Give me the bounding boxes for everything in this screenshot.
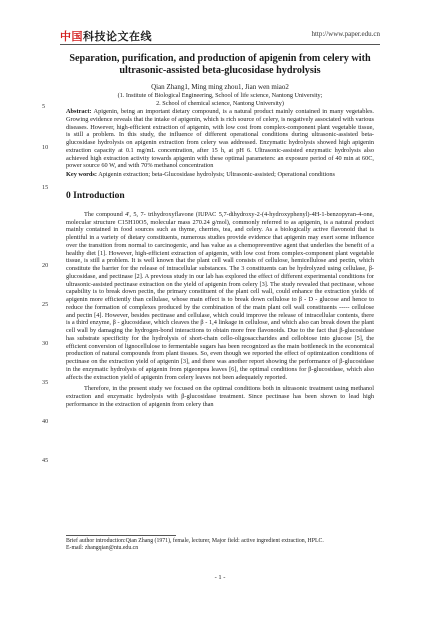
line-number: 25 — [42, 301, 49, 308]
line-number: 40 — [42, 418, 49, 425]
line-number: 5 — [42, 103, 46, 110]
keywords — [66, 171, 374, 179]
paper-title: Separation, purification, and production of apigenin from celery with ultrasonic-assisted beta-glucosidase hydrolysis — [69, 53, 371, 76]
logo-black-text: 科技论文在线 — [83, 30, 152, 43]
article-body — [66, 53, 374, 409]
abstract-text: Apigenin, being an important dietary compound, is a natural product mainly contained in many vegetables. Growing evidence reveals that the intake of apigenin, which is rich source of celery, is negatively associated with various diseases. However, high-efficient extraction of apigenin, with low cost from complex-component plant vegetable tissue, is still a problem. In this study, the influence of different operational conditions during ultrasonic-assisted beta-glucosidase hydrolysis on apigenin extraction from celery was addressed. Enzymatic hydrolysis showed high apigenin extraction capacity at 0.1 mg/mL concentration, after 15 h, at pH 6. Ultrasonic-assisted enzymatic hydrolysis also achieved high extraction activity towards apigenin with these optimal parameters: an exposure period of 40 min at 60C, power source 60 W, and with 70% methanol concentration — [66, 108, 374, 170]
author-bio: Brief author introduction:Qian Zhang (1971), female, lecturer, Major field: active ingredient extraction, HPLC. — [66, 538, 324, 544]
site-logo — [60, 28, 152, 44]
abstract — [66, 108, 374, 170]
section-heading: 0 Introduction — [66, 190, 125, 201]
header-rule — [60, 44, 380, 45]
author-email: E-mail: zhangqian@ntu.edu.cn — [66, 545, 139, 552]
logo-red-text: 中国 — [60, 30, 83, 43]
page-number: - 1 - — [214, 574, 226, 581]
line-number: 20 — [42, 262, 49, 269]
affiliation-line: (1. Institute of Biological Engineering, School of life science, Nantong University; — [117, 92, 323, 99]
author-line: Qian Zhang1, Ming ming zhou1, Jian wen miao2 — [151, 83, 289, 91]
line-number: 10 — [42, 144, 49, 151]
footnote-rule — [66, 535, 176, 536]
line-number: 30 — [42, 340, 49, 347]
affiliation-line: 2. School of chemical science, Nantong University) — [156, 99, 284, 107]
line-number: 45 — [42, 457, 49, 464]
footnote — [66, 538, 374, 552]
line-number: 35 — [42, 379, 49, 386]
page-header — [60, 28, 380, 42]
intro-paragraph-1: The compound 4', 5, 7- trihydroxyflavone (IUPAC 5,7-dihydroxy-2-(4-hydroxyphenyl)-4H-1-benzopyran-4-one, molecular structure C15H10O5, molecular mass 270.24 g/mol), commonly referred to as apigenin, is a natural product mainly contained in food sources such as thyme, cherries, tea, and celery. As a biologically active flavonoid that is plentiful in a variety of dietary constituents, numerous studies provide evidence that apigenin may exert some influence over the transition from normal to carcinogenic, and has value as a chemopreventive agent that underlies the benefit of a healthy diet [1]. However, high-efficient extraction of apigenin, with low cost from complex-component plant vegetable tissue, is still a problem. It is well known that the plant cell wall consists of cellulose, hemicellulose and pectin, which constitute the barrier for the release of intracellular substances. The 3 constituents can be hydrolyzed using cellulase, β- glucosidase, and pectinase [2]. A previous study in our lab has explored the effect of different experimental conditions for ultrasonic-assisted pectinase extraction on the yield of apigenin from celery [3]. The study revealed that pectinase, whose capability is to break down pectin, the primary constituent of the plant cell wall, could enhance the extraction yields of apigenin more efficiently than cellulase, whose main effect is to break down cellulose to β - D - glucose and hence to reduce the formation of complexes produced by the combination of the main plant cell wall constituents ----- cellulose and pectin [4]. However, besides pectinase and cellulase, which could improve the release of intracellular contents, there is a third enzyme, β - glucosidase, which cleaves the β - 1,4 linkage in cellulose, and which also can break down the plant cell wall by damaging the hydrogen-bond interactions to obtain more free flavonoids. Due to the fact that β-glucosidase has substrate specificity for the hydrolysis of short-chain cello-oligosaccharides and cellobiose into glucose [5], the efficient conversion of lignocellulose to fermentable sugars has been recognized as the main bottleneck in the economical production of natural compounds from plant tissues. So, even though we reported the effect of optimization conditions of pectinase on the extraction yield of apigenin [3], and there was another report showing the performance of β-glucosidase in the enzymatic hydrolysis of apigenin from pigeonpea leaves [6], the optimal conditions for β-glucosidase, which also affects the extraction yield of apigenin from celery leaves not been adequately reported. — [66, 210, 374, 381]
line-number: 15 — [42, 184, 49, 191]
keywords-text: Apigenin extraction; beta-Glucosidase hydrolysis; Ultrasonic-assisted; Operational conditions — [98, 171, 335, 179]
header-url[interactable]: http://www.paper.edu.cn — [311, 30, 380, 38]
keywords-label: Key words: — [66, 171, 97, 179]
intro-paragraph-2: Therefore, in the present study we focused on the optimal conditions both in ultrasonic treatment using methanol extraction and enzymatic hydrolysis with β-glucosidase treatment. Since pectinase has been shown to lead high performance in the extraction of apigenin from celery than — [66, 385, 374, 408]
abstract-label: Abstract: — [66, 108, 92, 116]
